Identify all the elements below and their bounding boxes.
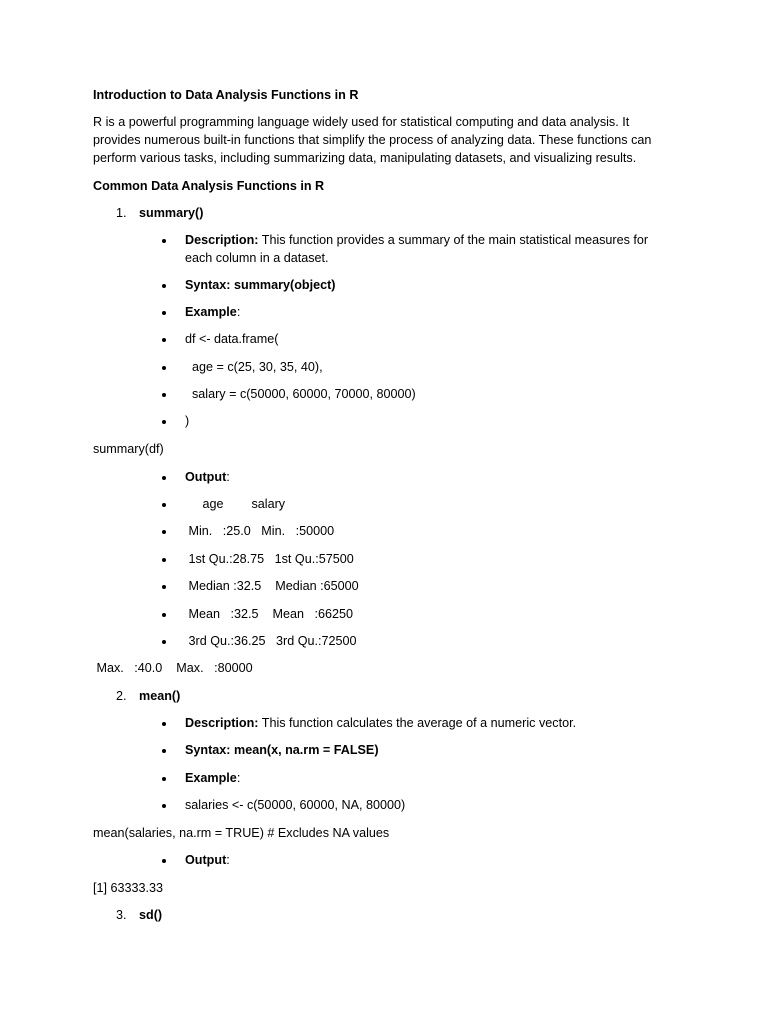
output-colon: : bbox=[226, 470, 230, 484]
summary-syntax bbox=[185, 277, 335, 294]
example-colon: : bbox=[236, 305, 241, 319]
summary-description bbox=[185, 232, 648, 249]
output-line: 1st Qu.:28.75 1st Qu.:57500 bbox=[185, 552, 354, 566]
description-text: This function provides a summary of the main statistical measures for bbox=[258, 233, 649, 247]
bullet-icon bbox=[162, 804, 166, 808]
mean-syntax bbox=[185, 742, 379, 759]
example-label: Example bbox=[185, 771, 237, 785]
output-line: Median :32.5 Median :65000 bbox=[185, 579, 359, 593]
description-text: each column in a dataset. bbox=[185, 251, 329, 265]
bullet-icon bbox=[162, 420, 166, 424]
list-number: 3. bbox=[116, 908, 127, 922]
bullet-icon bbox=[162, 585, 166, 589]
summary-example-label bbox=[185, 304, 240, 321]
function-name-sd: sd() bbox=[139, 908, 163, 922]
mean-output-label bbox=[185, 852, 230, 869]
output-line: Max. :40.0 Max. :80000 bbox=[93, 661, 253, 675]
syntax-label: Syntax: bbox=[185, 278, 231, 292]
syntax-value: summary(object) bbox=[230, 278, 336, 292]
output-line: 3rd Qu.:36.25 3rd Qu.:72500 bbox=[185, 634, 357, 648]
code-line: summary(df) bbox=[93, 442, 164, 456]
bullet-icon bbox=[162, 476, 166, 480]
intro-line: provides numerous built-in functions that simplify the process of analyzing data. These functions can bbox=[93, 133, 652, 147]
bullet-icon bbox=[162, 239, 166, 243]
intro-line: R is a powerful programming language widely used for statistical computing and data analysis. It bbox=[93, 115, 630, 129]
output-label: Output bbox=[185, 470, 227, 484]
bullet-icon bbox=[162, 640, 166, 644]
code-line: df <- data.frame( bbox=[185, 332, 279, 346]
list-number: 1. bbox=[116, 206, 127, 220]
output-line: age salary bbox=[185, 497, 286, 511]
bullet-icon bbox=[162, 311, 166, 315]
description-label: Description: bbox=[185, 716, 259, 730]
description-label: Description: bbox=[185, 233, 259, 247]
mean-example-label bbox=[185, 770, 240, 787]
section-heading: Common Data Analysis Functions in R bbox=[93, 179, 325, 193]
code-line: age = c(25, 30, 35, 40), bbox=[185, 360, 323, 374]
bullet-icon bbox=[162, 366, 166, 370]
bullet-icon bbox=[162, 722, 166, 726]
output-line: Min. :25.0 Min. :50000 bbox=[185, 524, 335, 538]
output-line: Mean :32.5 Mean :66250 bbox=[185, 607, 354, 621]
syntax-value: mean(x, na.rm = FALSE) bbox=[230, 743, 379, 757]
bullet-icon bbox=[162, 503, 166, 507]
bullet-icon bbox=[162, 749, 166, 753]
output-colon: : bbox=[226, 853, 230, 867]
code-line: ) bbox=[185, 414, 190, 428]
output-line: [1] 63333.33 bbox=[93, 881, 164, 895]
bullet-icon bbox=[162, 613, 166, 617]
intro-line: perform various tasks, including summarizing data, manipulating datasets, and visualizing results. bbox=[93, 151, 637, 165]
bullet-icon bbox=[162, 530, 166, 534]
summary-output-label bbox=[185, 469, 230, 486]
example-label: Example bbox=[185, 305, 237, 319]
list-number: 2. bbox=[116, 689, 127, 703]
bullet-icon bbox=[162, 558, 166, 562]
function-name-summary: summary() bbox=[139, 206, 204, 220]
syntax-label: Syntax: bbox=[185, 743, 231, 757]
code-line: salary = c(50000, 60000, 70000, 80000) bbox=[185, 387, 416, 401]
bullet-icon bbox=[162, 338, 166, 342]
function-name-mean: mean() bbox=[139, 689, 181, 703]
mean-description bbox=[185, 715, 576, 732]
example-colon: : bbox=[236, 771, 241, 785]
bullet-icon bbox=[162, 393, 166, 397]
document-title: Introduction to Data Analysis Functions in R bbox=[93, 88, 359, 102]
code-line: salaries <- c(50000, 60000, NA, 80000) bbox=[185, 798, 406, 812]
bullet-icon bbox=[162, 284, 166, 288]
bullet-icon bbox=[162, 777, 166, 781]
bullet-icon bbox=[162, 859, 166, 863]
output-label: Output bbox=[185, 853, 227, 867]
description-text: This function calculates the average of a numeric vector. bbox=[258, 716, 577, 730]
code-line: mean(salaries, na.rm = TRUE) # Excludes NA values bbox=[93, 826, 390, 840]
